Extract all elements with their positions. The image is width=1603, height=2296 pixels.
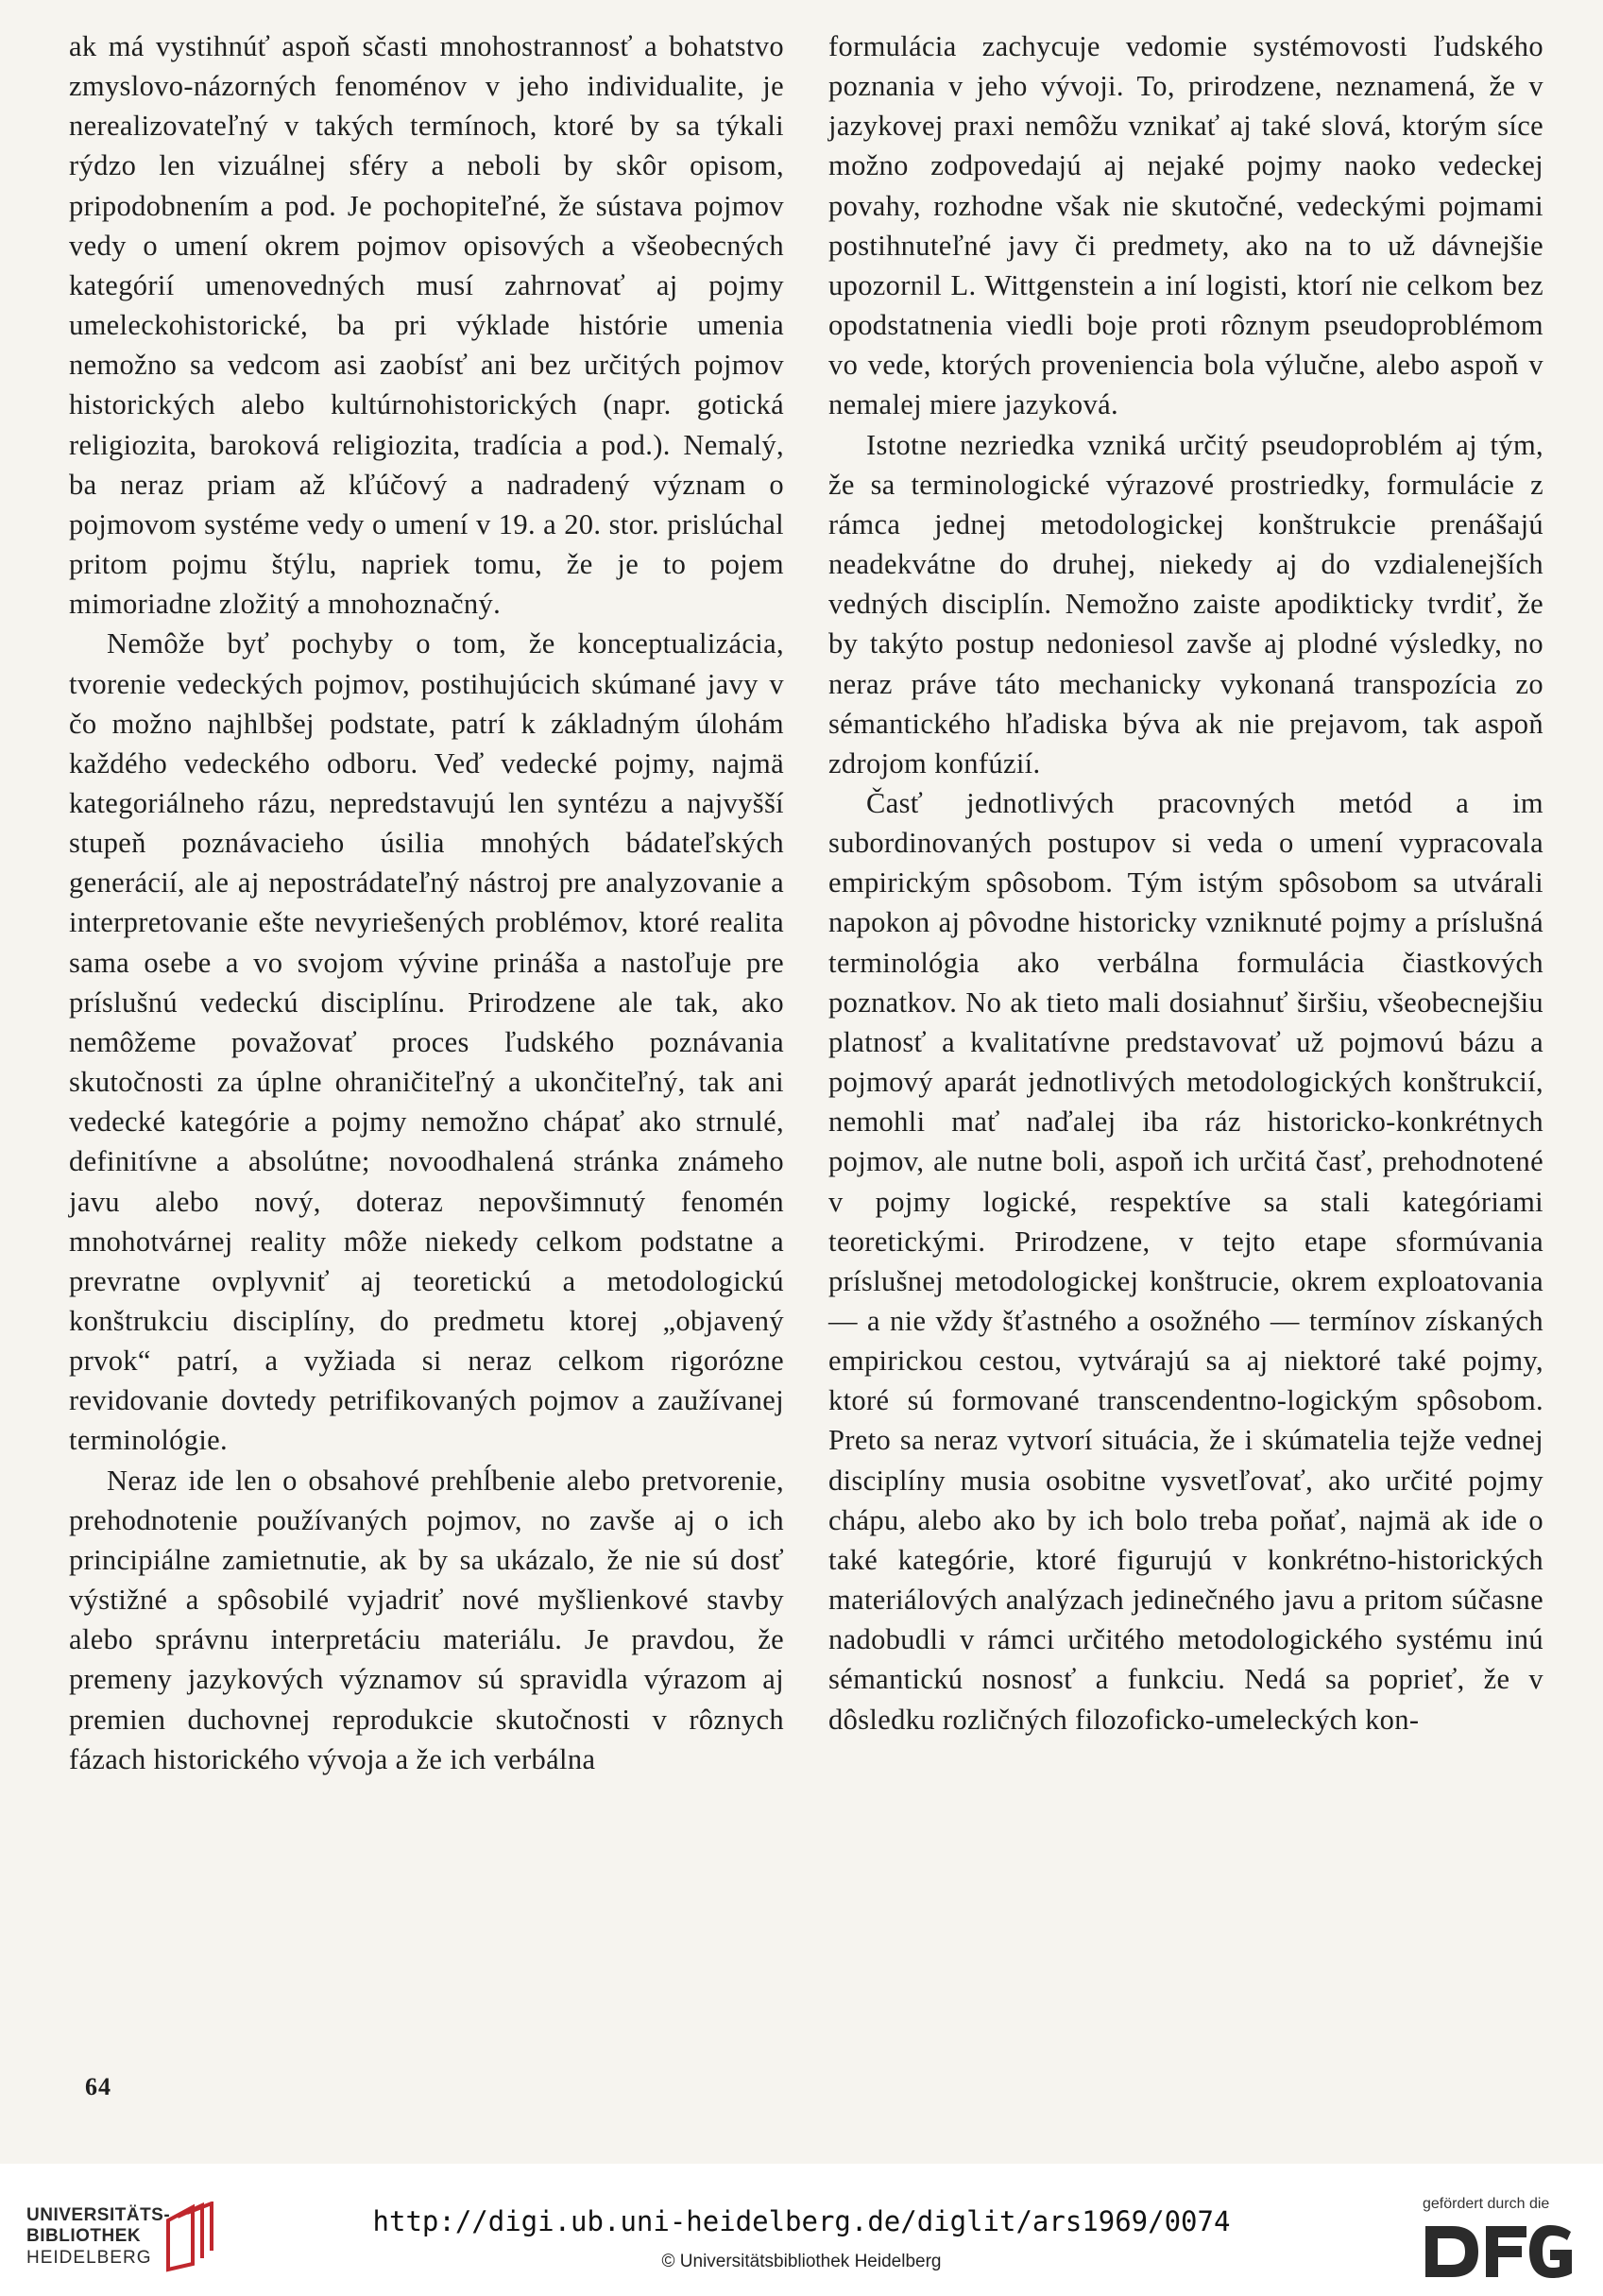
right-paragraph-1: formulácia zachycuje vedomie systémovosti ľudského poznania v jeho vývoji. To, prirodzene, neznamená, že v jazykovej praxi nemôžu vznikať aj také slová, ktorým síce možno zodpovedajú aj nejaké pojmy naoko vedeckej povahy, rozhodne však nie skutočné, vedeckými pojmami postihnuteľné javy či predmety, ako na to už dávnejšie upozornil L. Wittgenstein a iní logisti, ktorí nie celkom bez opodstatnenia viedli boje proti rôznym pseudoproblémom vo vede, ktorých proveniencia bola výlučne, alebo aspoň v nemalej miere jazyková. (828, 30, 1543, 421)
page-number: 64 (85, 2073, 111, 2100)
right-paragraph-2: Istotne nezriedka vzniká určitý pseudoproblém aj tým, že sa terminologické výrazové prostriedky, formulácie z rámca jednej metodologickej konštrukcie prenášajú neadekvátne do druhej, niekedy aj do vzdialenejších vedných disciplín. Nemožno zaiste apodikticky tvrdiť, že by takýto postup nedoniesol zavše aj plodné výsledky, no neraz práve táto mechanicky vykonaná transpozícia zo sémantického hľadiska býva ak nie prejavom, tak aspoň zdrojom konfúzií. (828, 428, 1543, 780)
left-text-column (69, 26, 784, 1779)
library-name-line2: BIBLIOTHEK (26, 2226, 142, 2246)
source-url-link[interactable]: http://digi.ub.uni-heidelberg.de/diglit/ars1969/0074 (372, 2205, 1231, 2237)
library-name-line3: HEIDELBERG (26, 2248, 152, 2268)
left-paragraph-1: ak má vystihnúť aspoň sčasti mnohostrannosť a bohatstvo zmyslovo-názorných fenoménov v jeho individualite, je nerealizovateľný v takých termínoch, ktoré by sa týkali rýdzo len vizuálnej sféry a neboli by skôr opisom, pripodobnením a pod. Je pochopiteľné, že sústava pojmov vedy o umení okrem pojmov opisových a všeobecných kategórií umenovedných musí zahrnovať aj pojmy umeleckohistorické, ba pri výklade histórie umenia nemožno sa vedcom asi zaobísť ani bez určitých pojmov historických alebo kultúrnohistorických (napr. gotická religiozita, baroková religiozita, tradícia a pod.). Nemalý, ba neraz priam až kľúčový a nadradený význam o pojmovom systéme vedy o umení v 19. a 20. stor. prislúchal pritom pojmu štýlu, napriek tomu, že je to pojem mimoriadne zložitý a mnohoznačný. (69, 30, 784, 621)
copyright-notice: © Universitätsbibliothek Heidelberg (661, 2252, 942, 2271)
left-paragraph-2: Nemôže byť pochyby o tom, že konceptualizácia, tvorenie vedeckých pojmov, postihujúcich skúmané javy v čo možno najhlbšej podstate, patrí k základným úlohám každého vedeckého odboru. Veď vedecké pojmy, najmä kategoriálneho rázu, nepredstavujú len syntézu a najvyšší stupeň poznávacieho úsilia mnohých bádateľských generácií, ale aj nepostrádateľný nástroj pre analyzovanie a interpretovanie ešte nevyriešených problémov, ktoré realita sama osebe a vo svojom vývine prináša a nastoľuje pre príslušnú vedeckú disciplínu. Prirodzene ale tak, ako nemôžeme považovať proces ľudského poznávania skutočnosti za úplne ohraničiteľný a ukončiteľný, tak ani vedecké kategórie a pojmy nemožno chápať ako strnulé, definitívne a absolútne; novoodhalená stránka známeho javu alebo nový, doteraz nepovšimnutý fenomén mnohotvárnej reality môže niekedy celkom podstatne a prevratne ovplyvniť aj teoretickú a metodologickú konštrukciu disciplíny, do predmetu ktorej „objavený prvok“ patrí, a vyžiada si neraz celkom rigorózne revidovanie dovtedy petrifikovaných pojmov a zaužívanej terminológie. (69, 627, 784, 1457)
right-paragraph-3: Časť jednotlivých pracovných metód a im subordinovaných postupov si veda o umení vypracovala empirickým spôsobom. Tým istým spôsobom sa utvárali napokon aj pôvodne historicky vzniknuté pojmy a príslušná terminológia ako verbálna formulácia čiastkových poznatkov. No ak tieto mali dosiahnuť širšiu, všeobecnejšiu platnosť a kvalitatívne predstavovať už pojmovú bázu a pojmový aparát jednotlivých metodologických konštrukcií, nemohli mať naďalej iba ráz historicko-konkrétnych pojmov, ale nutne boli, aspoň ich určitá časť, prehodnotené v pojmy logické, respektíve sa stali kategóriami teoretickými. Prirodzene, v tejto etape sformúvania príslušnej metodologickej konštrucie, okrem exploatovania — a nie vždy šťastného a osožného — termínov získaných empirickou cestou, vytvárajú sa aj niektoré také pojmy, ktoré sú formované transcendentno-logickým spôsobom. Preto sa neraz vytvorí situácia, že i skúmatelia tejže vednej disciplíny musia osobitne vysvetľovať, ako určité pojmy chápu, alebo ako by ich bolo treba poňať, najmä ak ide o také kategórie, ktoré figurujú v konkrétno-historických materiálových analýzach jedinečného javu a pritom súčasne nadobudli v rámci určitého metodologického systému inú sémantickú nosnosť a funkciu. Nedá sa poprieť, že v dôsledku rozličných filozoficko-umeleckých kon- (828, 786, 1543, 1736)
library-name-line1: UNIVERSITÄTS- (26, 2205, 171, 2225)
right-text-column (828, 26, 1543, 1739)
digitization-footer (0, 2164, 1603, 2296)
funder-note: gefördert durch die (1423, 2196, 1550, 2212)
dfg-logo[interactable] (1424, 2220, 1575, 2283)
left-paragraph-3: Neraz ide len o obsahové prehĺbenie alebo pretvorenie, prehodnotenie používaných pojmov, no zavše aj o ich principiálne zamietnutie, ak by sa ukázalo, že nie sú dosť výstižné a spôsobilé vyjadriť nové myšlienkové stavby alebo správnu interpretáciu materiálu. Je pravdou, že premeny jazykových významov sú spravidla výrazom aj premien duchovnej reprodukcie skutočnosti v rôznych fázach historického vývoja a že ich verbálna (69, 1464, 784, 1775)
